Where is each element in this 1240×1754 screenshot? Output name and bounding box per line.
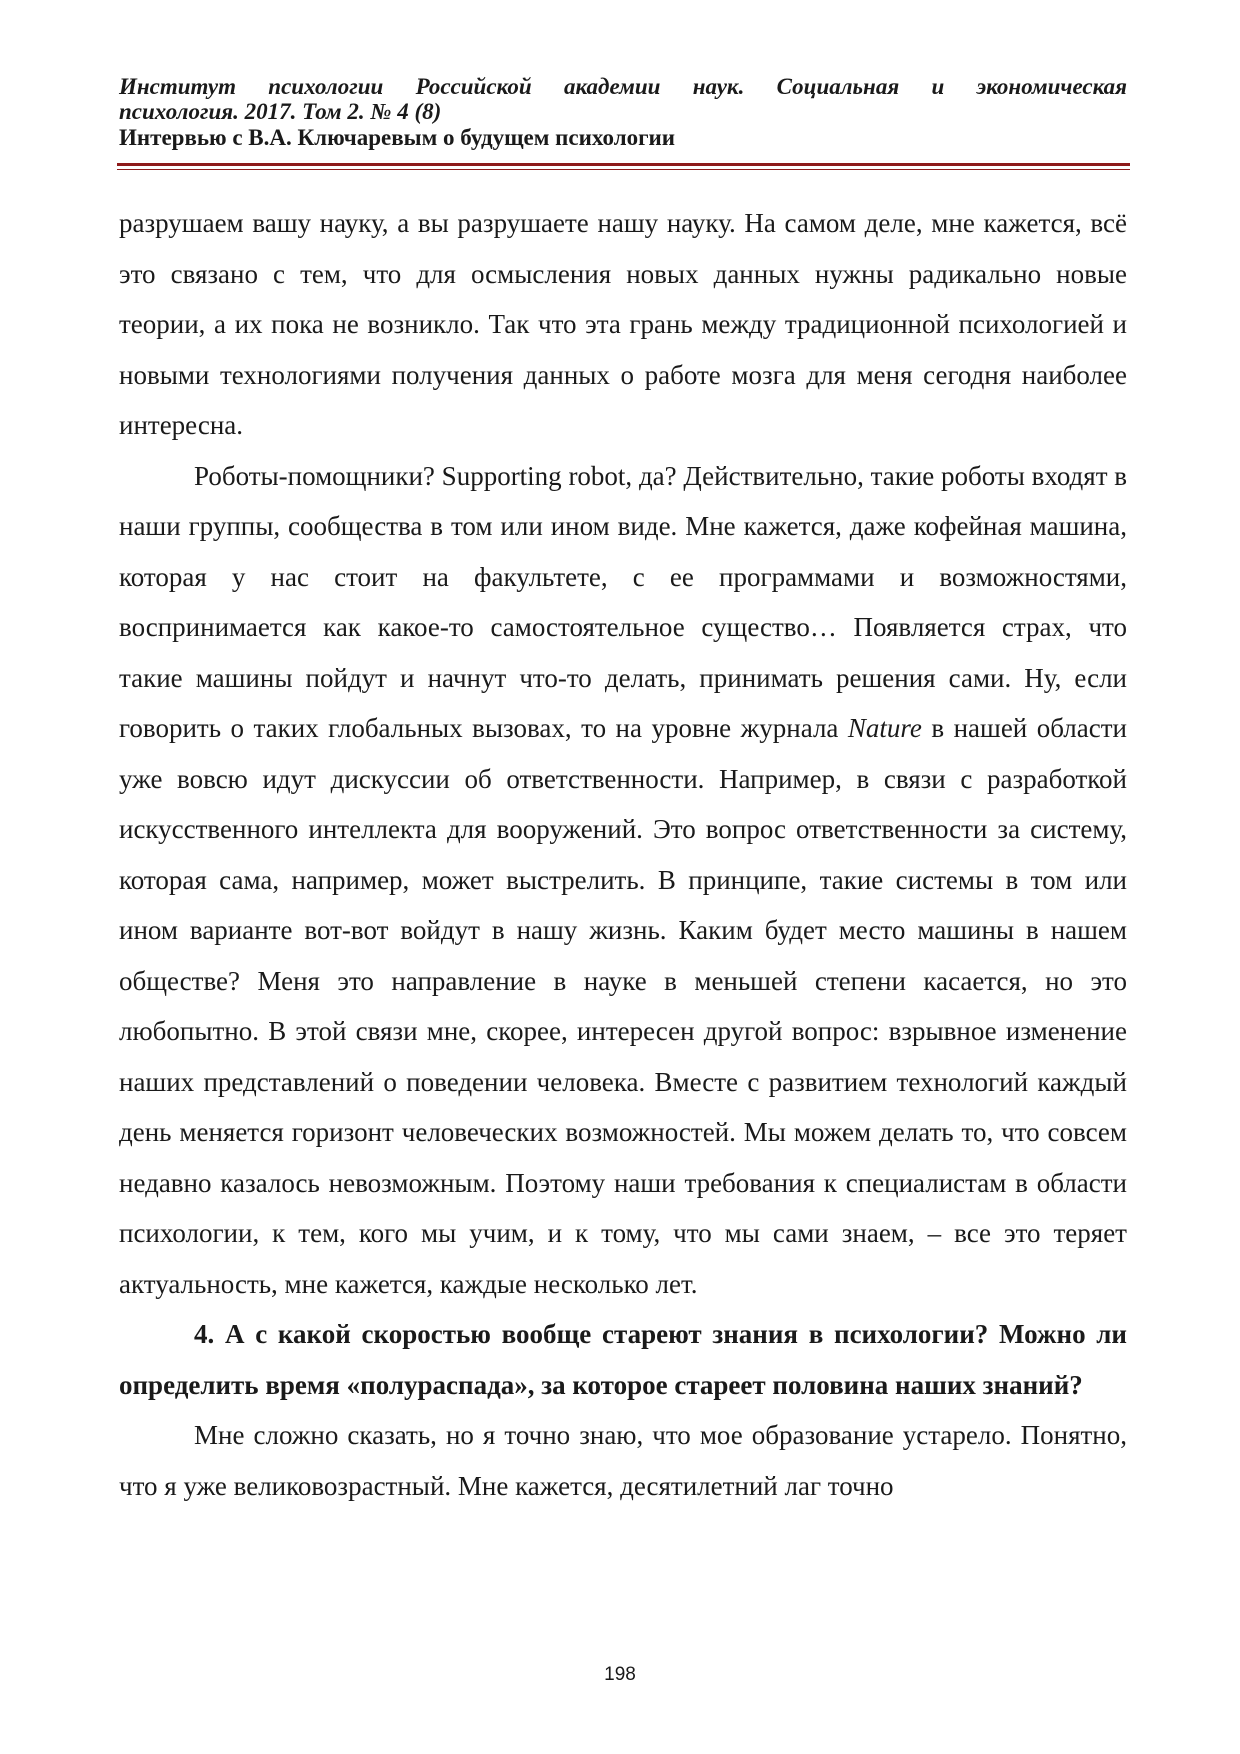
journal-name-nature: Nature bbox=[847, 713, 922, 743]
journal-title-line-1: Институт психологии Российской академии наук. Социальная и экономическая bbox=[119, 74, 1127, 99]
page-number: 198 bbox=[604, 1664, 636, 1685]
running-header bbox=[119, 74, 1127, 152]
article-title: Интервью с В.А. Ключаревым о будущем психологии bbox=[119, 125, 676, 150]
journal-title-line-2: психология. 2017. Том 2. № 4 (8) bbox=[119, 99, 442, 124]
paragraph-robots-text-end: в нашей области уже вовсю идут дискуссии об ответственности. Например, в связи с разработкой искусственного интеллекта для вооружений. Это вопрос ответственности за систему, которая сама, например, может выстрелить. В принципе, такие системы в том или ином варианте вот-вот войдут в нашу жизнь. Каким будет место машины в нашем обществе? Меня это направление в науке в меньшей степени касается, но это любопытно. В этой связи мне, скорее, интересен другой вопрос: взрывное изменение наших представлений о поведении человека. Вместе с развитием технологий каждый день меняется горизонт человеческих возможностей. Мы можем делать то, что совсем недавно казалось невозможным. Поэтому наши требования к специалистам в области психологии, к тем, кого мы учим, и к тому, что мы сами знаем, – все это теряет актуальность, мне кажется, каждые несколько лет. bbox=[119, 713, 1127, 1299]
header-divider-thin bbox=[117, 169, 1130, 170]
paragraph-answer-4: Мне сложно сказать, но я точно знаю, что мое образование устарело. Понятно, что я уже великовозрастный. Мне кажется, десятилетний лаг точно bbox=[119, 1420, 1127, 1501]
article-body bbox=[119, 198, 1127, 1511]
paragraph-continuation: разрушаем вашу науку, а вы разрушаете нашу науку. На самом деле, мне кажется, всё это связано с тем, что для осмысления новых данных нужны радикально новые теории, а их пока не возникло. Так что эта грань между традиционной психологией и новыми технологиями получения данных о работе мозга для меня сегодня наиболее интересна. bbox=[119, 208, 1127, 440]
header-divider-thick bbox=[117, 163, 1130, 166]
paragraph-robots bbox=[119, 451, 1127, 1310]
interview-question-4: 4. А с какой скоростью вообще стареют знания в психологии? Можно ли определить время «полураспада», за которое стареет половина наших знаний? bbox=[119, 1319, 1127, 1400]
paragraph-robots-text-start: Роботы-помощники? Supporting robot, да? Действительно, такие роботы входят в наши группы, сообщества в том или ином виде. Мне кажется, даже кофейная машина, которая у нас стоит на факультете, с ее программами и возможностями, воспринимается как какое-то самостоятельное существо… Появляется страх, что такие машины пойдут и начнут что-то делать, принимать решения сами. Ну, если говорить о таких глобальных вызовах, то на уровне журнала bbox=[119, 460, 1127, 743]
